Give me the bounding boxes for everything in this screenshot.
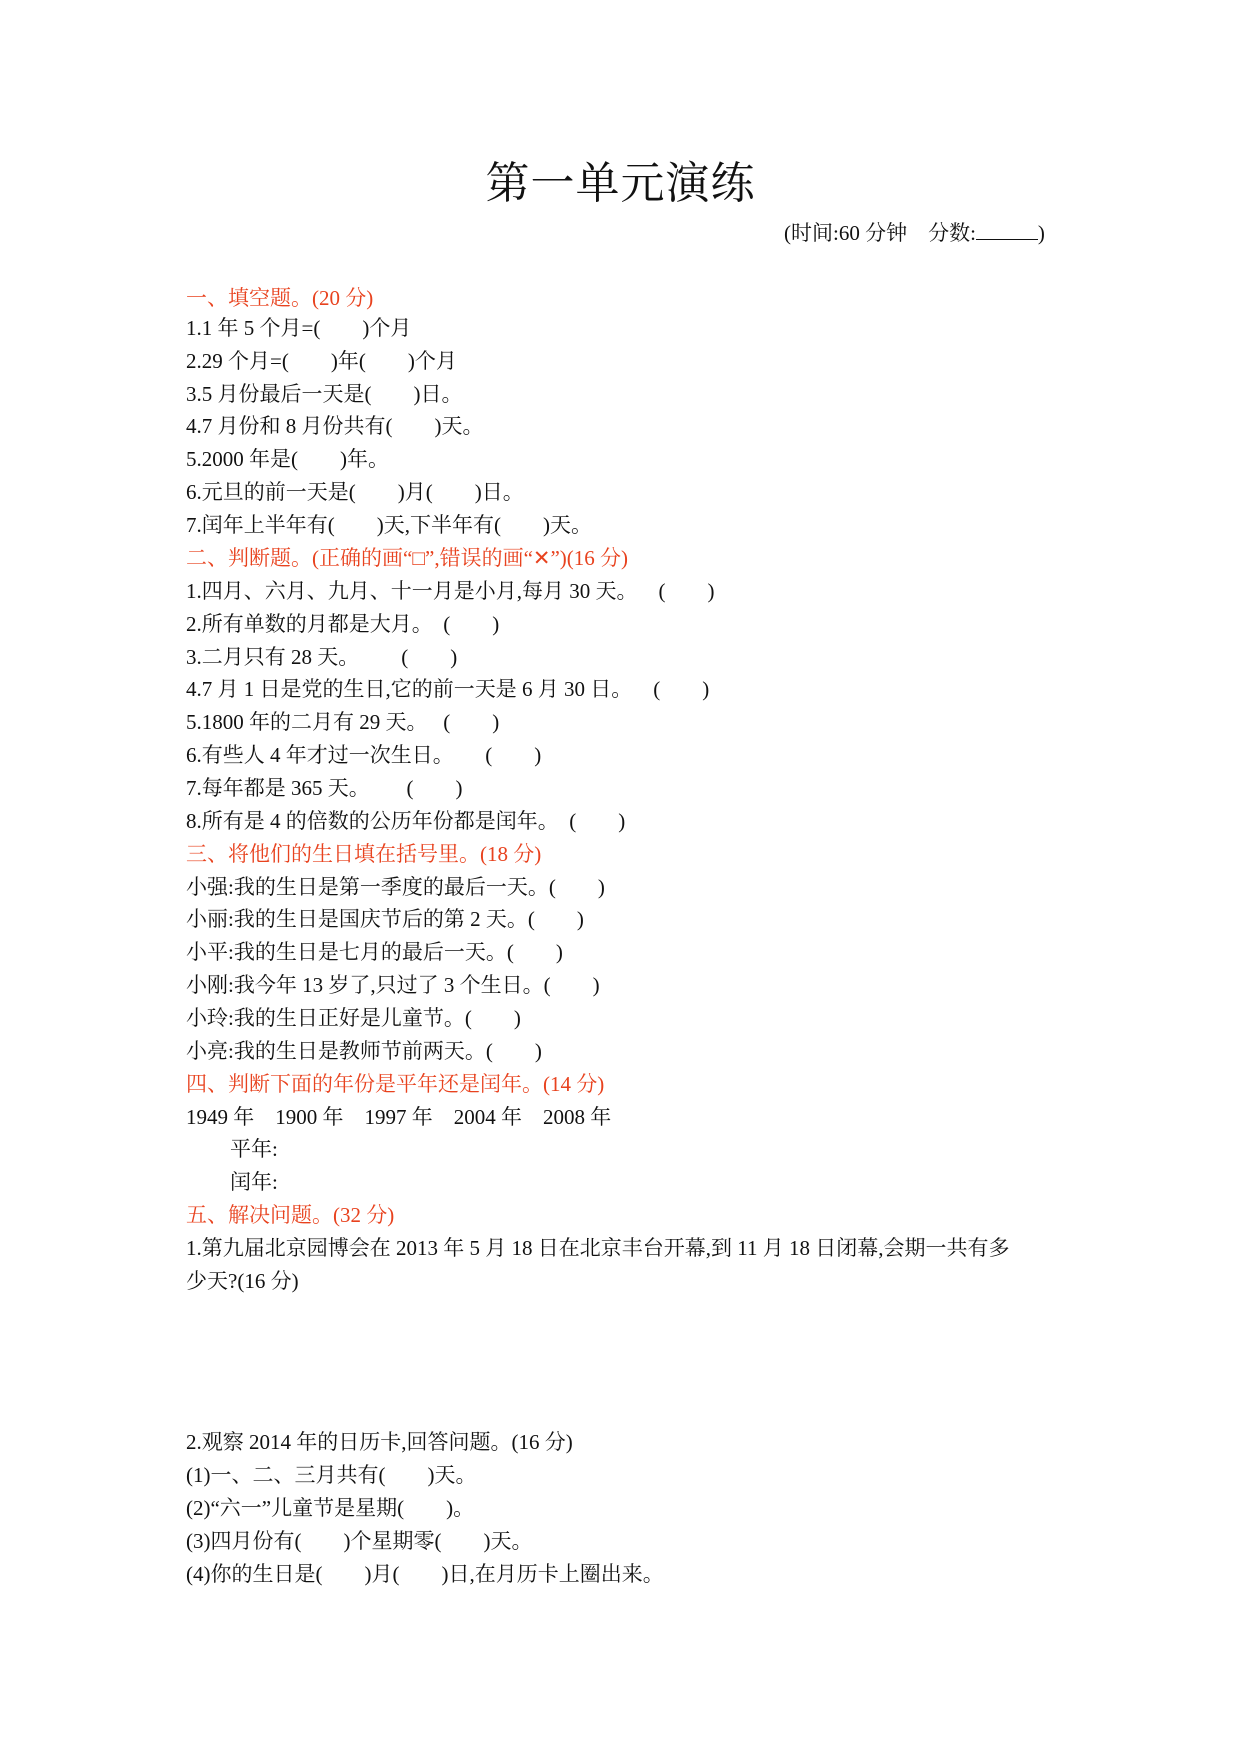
s2-question-1: 1.四月、六月、九月、十一月是小月,每月 30 天。 ( ) xyxy=(186,579,715,603)
s3-item-6: 小亮:我的生日是教师节前两天。( ) xyxy=(186,1039,542,1063)
time-label: (时间:60 分钟 xyxy=(784,221,908,245)
common-year-label: 平年: xyxy=(230,1137,278,1161)
year-list: 1949 年 1900 年 1997 年 2004 年 2008 年 xyxy=(186,1105,612,1129)
leap-year-label: 闰年: xyxy=(230,1170,278,1194)
s2-question-5: 5.1800 年的二月有 29 天。 ( ) xyxy=(186,710,500,734)
section-5-heading: 五、解决问题。(32 分) xyxy=(186,1203,395,1227)
score-label: 分数: xyxy=(928,221,976,245)
s1-question-3: 3.5 月份最后一天是( )日。 xyxy=(186,382,463,406)
s3-item-1: 小强:我的生日是第一季度的最后一天。( ) xyxy=(186,875,605,899)
s1-question-1: 1.1 年 5 个月=( )个月 xyxy=(186,316,412,340)
s5-q2-subitem-4: (4)你的生日是( )月( )日,在月历卡上圈出来。 xyxy=(186,1562,664,1586)
s5-q2-subitem-2: (2)“六一”儿童节是星期( )。 xyxy=(186,1496,475,1520)
section-1-heading: 一、填空题。(20 分) xyxy=(186,286,374,310)
s5-q2-subitem-1: (1)一、二、三月共有( )天。 xyxy=(186,1463,477,1487)
s5-question-1-line-2: 少天?(16 分) xyxy=(186,1269,299,1293)
s3-item-3: 小平:我的生日是七月的最后一天。( ) xyxy=(186,940,563,964)
time-score-line xyxy=(784,219,1045,247)
s1-question-5: 5.2000 年是( )年。 xyxy=(186,447,389,471)
score-blank[interactable] xyxy=(976,221,1038,240)
section-2-heading: 二、判断题。(正确的画“□”,错误的画“✕”)(16 分) xyxy=(186,546,629,570)
s2-question-8: 8.所有是 4 的倍数的公历年份都是闰年。 ( ) xyxy=(186,809,626,833)
section-3-heading: 三、将他们的生日填在括号里。(18 分) xyxy=(186,842,542,866)
s5-q2-subitem-3: (3)四月份有( )个星期零( )天。 xyxy=(186,1529,533,1553)
s2-question-6: 6.有些人 4 年才过一次生日。 ( ) xyxy=(186,743,542,767)
s2-question-7: 7.每年都是 365 天。 ( ) xyxy=(186,776,463,800)
s1-question-2: 2.29 个月=( )年( )个月 xyxy=(186,349,457,373)
s5-question-2: 2.观察 2014 年的日历卡,回答问题。(16 分) xyxy=(186,1430,573,1454)
s3-item-5: 小玲:我的生日正好是儿童节。( ) xyxy=(186,1006,521,1030)
s1-question-7: 7.闰年上半年有( )天,下半年有( )天。 xyxy=(186,513,592,537)
score-close: ) xyxy=(1037,221,1045,245)
s3-item-4: 小刚:我今年 13 岁了,只过了 3 个生日。( ) xyxy=(186,973,600,997)
s5-question-1-line-1: 1.第九届北京园博会在 2013 年 5 月 18 日在北京丰台开幕,到 11 月 18 日闭幕,会期一共有多 xyxy=(186,1236,1010,1260)
section-4-heading: 四、判断下面的年份是平年还是闰年。(14 分) xyxy=(186,1072,605,1096)
s1-question-6: 6.元旦的前一天是( )月( )日。 xyxy=(186,480,524,504)
s2-question-3: 3.二月只有 28 天。 ( ) xyxy=(186,645,458,669)
page-title: 第一单元演练 xyxy=(485,158,756,209)
s1-question-4: 4.7 月份和 8 月份共有( )天。 xyxy=(186,414,484,438)
s3-item-2: 小丽:我的生日是国庆节后的第 2 天。( ) xyxy=(186,907,584,931)
s2-question-2: 2.所有单数的月都是大月。 ( ) xyxy=(186,612,500,636)
s2-question-4: 4.7 月 1 日是党的生日,它的前一天是 6 月 30 日。 ( ) xyxy=(186,677,710,701)
